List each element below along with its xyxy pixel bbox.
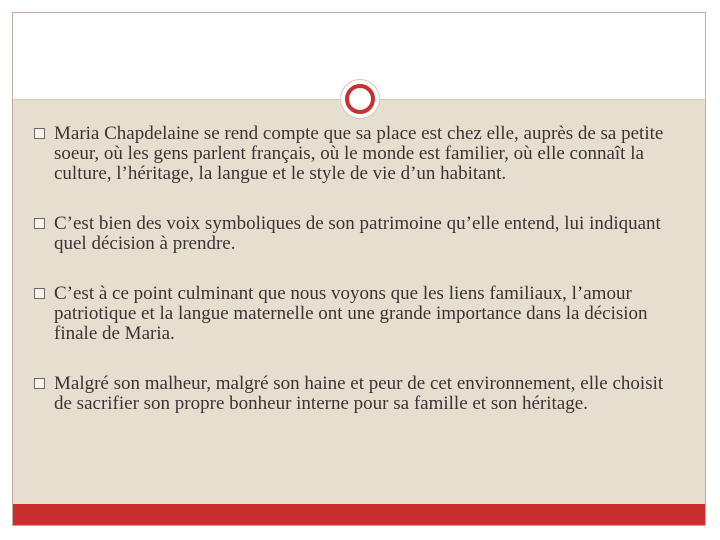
- bullet-text: Maria Chapdelaine se rend compte que sa place est chez elle, auprès de sa petite soeur, où les gens parlent français, où le monde est familier, où elle connaît la culture, l’héritage, la langue et le style de vie d’un habitant.: [54, 123, 664, 184]
- bullet-item: [34, 124, 684, 184]
- bullet-text: Malgré son malheur, malgré son haine et peur de cet environnement, elle choisit de sacrifier son propre bonheur interne pour sa famille et son héritage.: [54, 373, 664, 414]
- bullet-list: [34, 124, 684, 444]
- circle-ring-icon: [345, 84, 375, 114]
- square-bullet-icon: [34, 288, 45, 299]
- medallion-ornament: [340, 79, 380, 119]
- square-bullet-icon: [34, 378, 45, 389]
- square-bullet-icon: [34, 218, 45, 229]
- square-bullet-icon: [34, 128, 45, 139]
- bullet-item: [34, 214, 684, 254]
- bullet-text: C’est à ce point culminant que nous voyons que les liens familiaux, l’amour patriotique et la langue maternelle ont une grande importance dans la décision finale de Maria.: [54, 283, 648, 344]
- bullet-item: [34, 284, 684, 344]
- bullet-item: [34, 374, 684, 414]
- bullet-text: C’est bien des voix symboliques de son patrimoine qu’elle entend, lui indiquant quel décision à prendre.: [54, 213, 661, 254]
